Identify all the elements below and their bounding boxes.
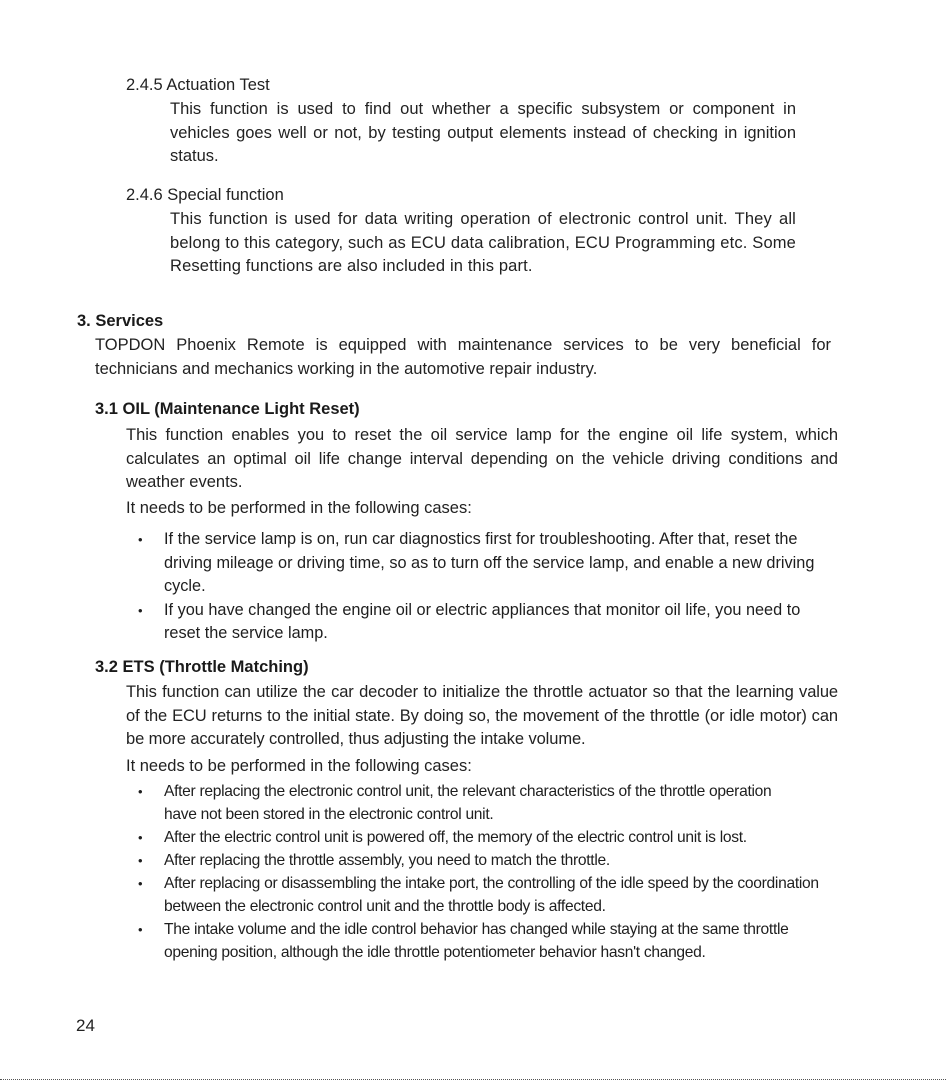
body-3-2: This function can utilize the car decoder to initialize the throttle actuator so that the learning value of the ECU returns to the initial state. By doing so, the movement of the throttle (or idle motor) can be more accurately controlled, thus adjusting the intake volume. [126,683,838,748]
list-item-text: After replacing or disassembling the intake port, the controlling of the idle speed by the coordination between the electronic control unit and the throttle body is affected. [164,875,819,915]
body-3-1: This function enables you to reset the oil service lamp for the engine oil life system, which calculates an optimal oil life change interval depending on the vehicle driving conditions and weather events. [126,426,838,491]
cases-intro-3-1: It needs to be performed in the following cases: [126,499,472,517]
list-item-text: After the electric control unit is powered off, the memory of the electric control unit is lost. [164,829,747,846]
list-item-text: If you have changed the engine oil or electric appliances that monitor oil life, you need to reset the service lamp. [164,600,801,642]
bullet-list-3-1 [138,528,840,646]
list-item [138,780,840,826]
heading-3-1-oil: 3.1 OIL (Maintenance Light Reset) [95,400,360,418]
body-2-4-6: This function is used for data writing operation of electronic control unit. They all belong to this category, such as ECU data calibration, ECU Programming etc. Some Resetting functions are also included in this part. [170,210,796,275]
footer-divider [0,1079,946,1080]
heading-2-4-5: 2.4.5 Actuation Test [126,76,270,94]
heading-2-4-6: 2.4.6 Special function [126,186,284,204]
list-item-text: After replacing the electronic control unit, the relevant characteristics of the throttle operation have not been stored in the electronic control unit. [164,783,772,823]
bullet-icon: • [138,853,143,868]
bullet-icon: • [138,922,143,937]
services-intro: TOPDON Phoenix Remote is equipped with maintenance services to be very beneficial for technicians and mechanics working in the automotive repair industry. [95,336,831,378]
bullet-icon: • [138,830,143,845]
bullet-list-3-2 [138,780,840,964]
list-item-text: After replacing the throttle assembly, you need to match the throttle. [164,852,610,869]
page-number: 24 [76,1016,95,1035]
cases-intro-3-2: It needs to be performed in the following cases: [126,757,472,775]
bullet-icon: • [138,602,143,618]
bullet-icon: • [138,876,143,891]
list-item [138,528,840,599]
list-item [138,849,840,872]
list-item [138,599,840,646]
heading-3-2-ets: 3.2 ETS (Throttle Matching) [95,658,309,676]
body-2-4-5: This function is used to find out whether a specific subsystem or component in vehicles goes well or not, by testing output elements instead of checking in ignition status. [170,100,796,165]
list-item-text: The intake volume and the idle control behavior has changed while staying at the same throttle opening position, although the idle throttle potentiometer behavior hasn't changed. [164,921,789,961]
heading-3-services: 3. Services [77,312,164,330]
list-item [138,826,840,849]
list-item [138,918,840,964]
list-item [138,872,840,918]
bullet-icon: • [138,784,143,799]
bullet-icon: • [138,532,143,547]
list-item-text: If the service lamp is on, run car diagnostics first for troubleshooting. After that, reset the driving mileage or driving time, so as to turn off the service lamp, and enable a new driving cycle. [164,530,815,595]
